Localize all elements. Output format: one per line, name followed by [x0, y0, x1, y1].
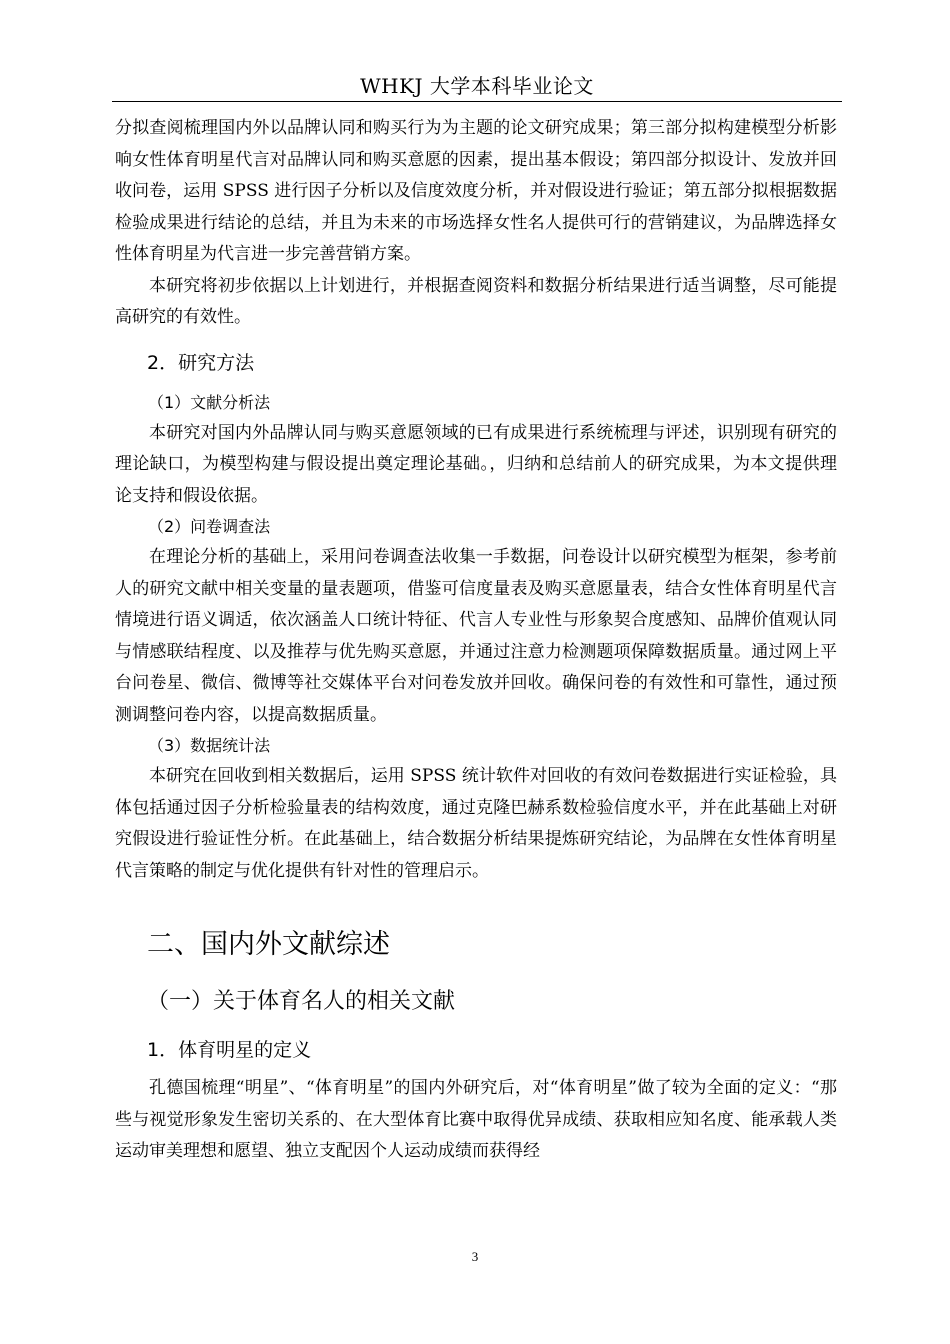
paragraph-stats-method: 本研究在回收到相关数据后，运用 SPSS 统计软件对回收的有效问卷数据进行实证检验，具体包括通过因子分析检验量表的结构效度，通过克隆巴赫系数检验信度水平，并在此基础上对研究假设进行验证性分析。在此基础上，结合数据分析结果提炼研究结论，为品牌在女性体育明星代言策略的制定与优化提供有针对性的管理启示。	[115, 766, 837, 881]
page-number: 3	[471, 1249, 479, 1264]
paragraph-plan-adjustment: 本研究将初步依据以上计划进行，并根据查阅资料和数据分析结果进行适当调整，尽可能提高研究的有效性。	[115, 275, 837, 327]
subsection-heading-definition: 1．体育明星的定义	[147, 1039, 312, 1061]
page-header-title: WHKJ 大学本科毕业论文	[360, 74, 594, 98]
section-heading-sports-celebrity: （一）关于体育名人的相关文献	[147, 989, 456, 1014]
paragraph-research-plan: 分拟查阅梳理国内外以品牌认同和购买行为为主题的论文研究成果；第三部分拟构建模型分析影响女性体育明星代言对品牌认同和购买意愿的因素，提出基本假设；第四部分拟设计、发放并回收问卷，运用 SPSS 进行因子分析以及信度效度分析，并对假设进行验证；第五部分拟根据数据检验成果进行结论的总结，并且为未来的市场选择女性名人提供可行的营销建议，为品牌选择女性体育明星为代言进一步完善营销方案。	[115, 118, 837, 264]
heading-survey-method: （2）问卷调查法	[148, 517, 271, 536]
document-body	[115, 113, 837, 1168]
heading-research-methods: 2．研究方法	[147, 351, 255, 374]
paragraph-sports-star-definition: 孔德国梳理“明星”、“体育明星”的国内外研究后，对“体育明星”做了较为全面的定义：“那些与视觉形象发生密切关系的、在大型体育比赛中取得优异成绩、获取相应知名度、能承载人类运动审美理想和愿望、独立支配因个人运动成绩而获得经	[115, 1078, 837, 1161]
paragraph-survey-method: 在理论分析的基础上，采用问卷调查法收集一手数据，问卷设计以研究模型为框架，参考前人的研究文献中相关变量的量表题项，借鉴可信度量表及购买意愿量表，结合女性体育明星代言情境进行语义调适，依次涵盖人口统计特征、代言人专业性与形象契合度感知、品牌价值观认同与情感联结程度、以及推荐与优先购买意愿，并通过注意力检测题项保障数据质量。通过网上平台问卷星、微信、微博等社交媒体平台对问卷发放并回收。确保问卷的有效性和可靠性，通过预测调整问卷内容，以提高数据质量。	[115, 547, 837, 725]
heading-literature-method: （1）文献分析法	[148, 392, 271, 412]
chapter-heading-literature-review: 二、国内外文献综述	[147, 929, 390, 960]
paragraph-literature-method: 本研究对国内外品牌认同与购买意愿领域的已有成果进行系统梳理与评述，识别现有研究的理论缺口，为模型构建与假设提出奠定理论基础。，归纳和总结前人的研究成果，为本文提供理论支持和假设依据。	[115, 422, 837, 506]
header-divider	[112, 101, 842, 102]
heading-stats-method: （3）数据统计法	[148, 736, 271, 755]
